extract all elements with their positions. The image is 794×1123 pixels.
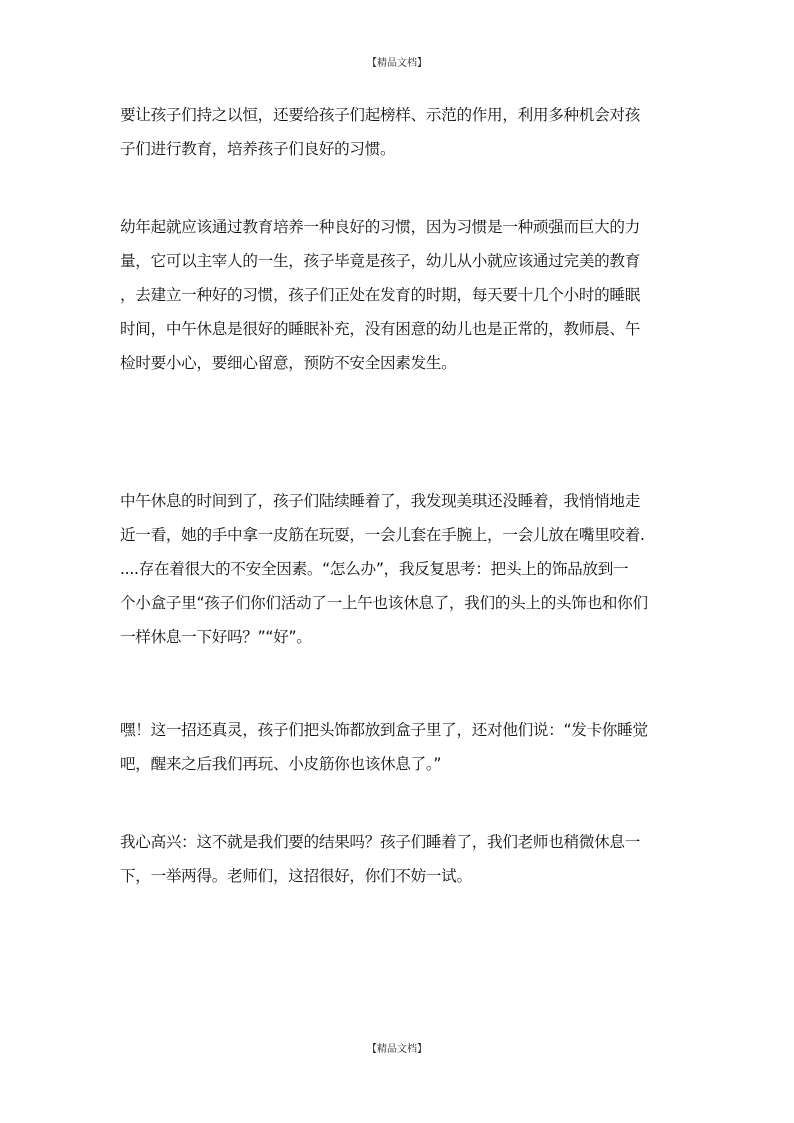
text-line: 一样休息一下好吗？”“好”。 <box>120 628 312 646</box>
text-line: ，去建立一种好的习惯，孩子们正处在发育的时期，每天要十几个小时的睡眠 <box>120 286 640 304</box>
paragraph-1 <box>120 98 680 166</box>
text-line: 时间，中午休息是很好的睡眠补充，没有困意的幼儿也是正常的，教师晨、午 <box>120 320 640 338</box>
text-line: 近一看，她的手中拿一皮筋在玩耍，一会儿套在手腕上，一会儿放在嘴里咬着. <box>120 526 645 544</box>
paragraph-2 <box>120 210 680 380</box>
text-line: 个小盒子里“孩子们你们活动了一上午也该休息了，我们的头上的头饰也和你们 <box>120 594 648 612</box>
paragraph-5 <box>120 825 680 893</box>
text-line: 中午休息的时间到了，孩子们陆续睡着了，我发现美琪还没睡着，我悄悄地走 <box>120 492 640 510</box>
text-line: 要让孩子们持之以恒，还要给孩子们起榜样、示范的作用，利用多种机会对孩 <box>120 106 640 124</box>
text-line: 嘿！这一招还真灵，孩子们把头饰都放到盒子里了，还对他们说：“发卡你睡觉 <box>120 721 648 739</box>
text-line: 幼年起就应该通过教育培养一种良好的习惯，因为习惯是一种顽强而巨大的力 <box>120 218 640 236</box>
page-header: 【精品文档】 <box>367 58 427 69</box>
text-line: 吧，醒来之后我们再玩、小皮筋你也该休息了。” <box>120 755 442 773</box>
text-line: 检时要小心，要细心留意，预防不安全因素发生。 <box>120 354 457 372</box>
text-line: 量，它可以主宰人的一生，孩子毕竟是孩子，幼儿从小就应该通过完美的教育 <box>120 252 640 270</box>
paragraph-4 <box>120 713 680 781</box>
text-line: 下，一举两得。老师们，这招很好，你们不妨一试。 <box>120 867 472 885</box>
text-line: 我心高兴：这不就是我们要的结果吗？孩子们睡着了，我们老师也稍微休息一 <box>120 833 640 851</box>
text-line: ....存在着很大的不安全因素。“怎么办”，我反复思考：把头上的饰品放到一 <box>120 560 629 578</box>
paragraph-3 <box>120 484 680 654</box>
text-line: 子们进行教育，培养孩子们良好的习惯。 <box>120 140 396 158</box>
page-footer: 【精品文档】 <box>367 1044 427 1055</box>
